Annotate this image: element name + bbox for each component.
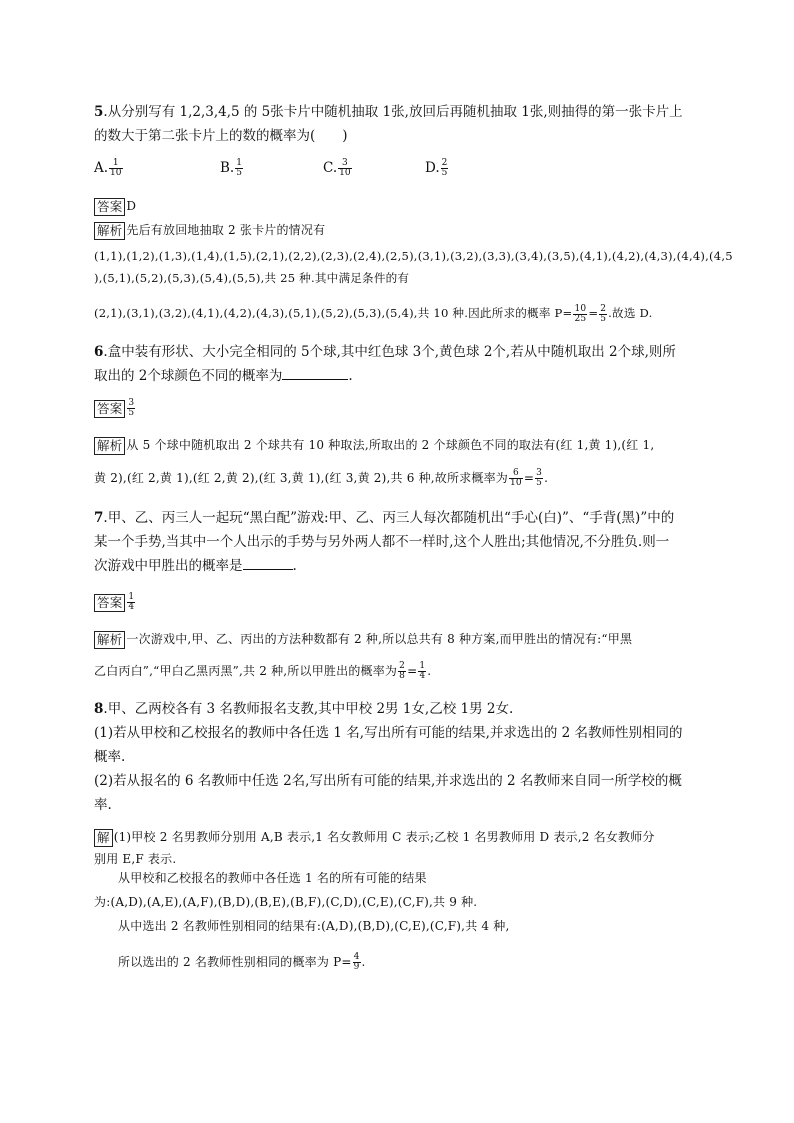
q5-text: .从分别写有 1,2,3,4,5 的 5张卡片中随机抽取 1张,放回后再随机抽取 1张,则抽得的第一张卡片上 bbox=[103, 104, 683, 120]
analysis-tag: 解析 bbox=[94, 222, 125, 240]
analysis-tag: 解析 bbox=[94, 631, 125, 649]
q8-stem-line2: (1)若从甲校和乙校报名的教师中各任选 1 名,写出所有可能的结果,并求选出的 2 名教师性别相同的 bbox=[94, 725, 683, 741]
q6-stem-line2: 取出的 2个球颜色不同的概率为 . bbox=[94, 364, 704, 388]
q8-solution-line3: 从甲校和乙校报名的教师中各任选 1 名的所有可能的结果 bbox=[118, 871, 427, 885]
q8-solution-line6: 所以选出的 2 名教师性别相同的概率为 P= $\frac{4}{9}$ . bbox=[118, 952, 366, 972]
q6-answer: 答案 $\frac{3}{5}$ bbox=[94, 396, 704, 420]
answer-tag: 答案 bbox=[94, 198, 125, 216]
q8-stem-line3: 概率. bbox=[94, 749, 126, 765]
analysis-tag: 解析 bbox=[94, 437, 125, 455]
q7-analysis-line1: 解析 一次游戏中,甲、乙、丙出的方法种数都有 2 种,所以总共有 8 种方案,而甲胜出的情况有:“甲黑 bbox=[94, 627, 704, 651]
q8-stem-line4: (2)若从报名的 6 名教师中任选 2名,写出所有可能的结果,并求选出的 2 名教师来自同一所学校的概 bbox=[94, 773, 682, 789]
answer-blank[interactable] bbox=[243, 555, 293, 570]
q6-number: 6 bbox=[94, 344, 104, 360]
q7-stem-line3: 次游戏中甲胜出的概率是 . bbox=[94, 554, 704, 578]
q5-answer bbox=[94, 194, 704, 218]
answer-tag: 答案 bbox=[94, 400, 125, 418]
q5-option-a[interactable]: A. $\frac{1}{10}$ bbox=[94, 158, 122, 178]
q8-stem-line5: 率. bbox=[94, 797, 112, 813]
q5-analysis-line3: ),(5,1),(5,2),(5,3),(5,4),(5,5),共 25 种.其中满足条件的有 bbox=[94, 271, 410, 285]
q8-solution-line4: 为:(A,D),(A,E),(A,F),(B,D),(B,E),(B,F),(C,D),(C,E),(C,F),共 9 种. bbox=[94, 895, 478, 909]
q8-solution-line1: 解 (1)甲校 2 名男教师分别用 A,B 表示,1 名女教师用 C 表示;乙校 1 名男教师用 D 表示,2 名女教师分 bbox=[94, 825, 704, 849]
q7-stem-line2: 某一个手势,当其中一个人出示的手势与另外两人都不一样时,这个人胜出;其他情况,不分胜负.则一 bbox=[94, 534, 670, 550]
q7-stem-line1: 7.甲、乙、丙三人一起玩“黑白配”游戏:甲、乙、丙三人每次都随机出“手心(白)”、“手背(黑)”中的 bbox=[94, 510, 675, 526]
q5-options bbox=[94, 156, 704, 184]
q5-analysis-line1: 解析 先后有放回地抽取 2 张卡片的情况有 bbox=[94, 218, 704, 242]
q8-stem-line1: 8.甲、乙两校各有 3 名教师报名支教,其中甲校 2男 1女,乙校 1男 2女. bbox=[94, 701, 514, 717]
answer-blank[interactable] bbox=[282, 365, 348, 380]
q5-number: 5 bbox=[94, 104, 104, 120]
q7-number: 7 bbox=[94, 510, 104, 526]
q5-option-b[interactable]: B. $\frac{1}{5}$ bbox=[220, 158, 242, 178]
q5-stem-line1 bbox=[94, 100, 704, 124]
q5-option-c[interactable]: C. $\frac{3}{10}$ bbox=[323, 158, 351, 178]
solution-tag: 解 bbox=[94, 829, 113, 847]
q7-analysis-line2: 乙白丙白”,“甲白乙黑丙黑”,共 2 种,所以甲胜出的概率为 $\frac{2}{8}$ = $\frac{1}{4}$ . bbox=[94, 661, 432, 681]
q5-analysis-line4: (2,1),(3,1),(3,2),(4,1),(4,2),(4,3),(5,1),(5,2),(5,3),(5,4),共 10 种.因此所求的概率 P= $\frac{10}{25}$ = $\frac{2}{5}$ .故选 D. bbox=[94, 303, 653, 324]
q8-number: 8 bbox=[94, 701, 104, 717]
q8-solution-line5: 从中选出 2 名教师性别相同的结果有:(A,D),(B,D),(C,E),(C,F),共 4 种, bbox=[118, 919, 510, 933]
q5-stem-line2: 的数大于第二张卡片上的数的概率为( ) bbox=[94, 128, 348, 144]
answer-tag: 答案 bbox=[94, 594, 125, 612]
q5-option-d[interactable]: D. $\frac{2}{5}$ bbox=[425, 158, 448, 178]
q5-analysis-line2: (1,1),(1,2),(1,3),(1,4),(1,5),(2,1),(2,2),(2,3),(2,4),(2,5),(3,1),(3,2),(3,3),(3,4),(3,5),(4,1),(4,2),(4,3),(4,4),(4,5 bbox=[94, 249, 733, 263]
q6-analysis-line2: 黄 2),(红 2,黄 1),(红 2,黄 2),(红 3,黄 1),(红 3,黄 2),共 6 种,故所求概率为 $\frac{6}{10}$ = $\frac{3}{5}$ . bbox=[94, 468, 549, 488]
q5-answer-value: D bbox=[126, 199, 137, 213]
q7-answer: 答案 $\frac{1}{4}$ bbox=[94, 590, 704, 614]
q6-stem-line1: 6.盒中装有形状、大小完全相同的 5个球,其中红色球 3个,黄色球 2个,若从中随机取出 2个球,则所 bbox=[94, 344, 676, 360]
q6-analysis-line1: 解析 从 5 个球中随机取出 2 个球共有 10 种取法,所取出的 2 个球颜色不同的取法有(红 1,黄 1),(红 1, bbox=[94, 433, 704, 457]
q8-solution-line2: 别用 E,F 表示. bbox=[94, 852, 177, 866]
